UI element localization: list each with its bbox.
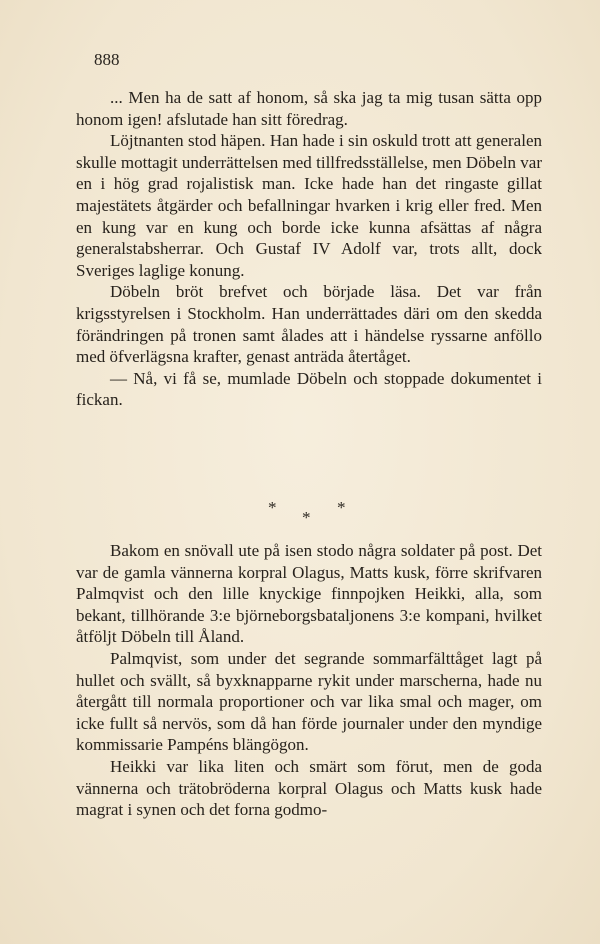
paragraph-4: — Nå, vi få se, mumlade Döbeln och stoppade dokumentet i fickan. [76,368,542,410]
paragraph-6: Palmqvist, som under det segrande sommarfälttåget lagt på hullet och svällt, så byxknapparne rykit under marscherna, hade nu återgått till normala proportioner och var lika smal och mager, om icke fullt så nervös, som då han förde journaler under den myndige kommissarie Pampéns blängögon. [76,648,542,755]
paragraph-3: Döbeln bröt brefvet och började läsa. Det var från krigsstyrelsen i Stockholm. Han underrättades däri om den skedda förändringen på tronen samt ålades att i händelse ryssarne anföllo med öfverlägsna krafter, genast anträda återtåget. [76,282,542,367]
section-2-text [76,540,542,821]
section-divider [0,494,600,528]
page-number: 888 [94,50,120,69]
paragraph-7: Heikki var lika liten och smärt som förut, men de goda vännerna och trätobröderna korpral Olagus och Matts kusk hade magrat i synen och det forna godmo- [76,756,542,820]
divider-asterisk: * [302,508,311,527]
paragraph-5: Bakom en snövall ute på isen stodo några soldater på post. Det var de gamla vännerna korpral Olagus, Matts kusk, förre skrifvaren Palmqvist och den lille knyckige finnpojken Heikki, alla, som bekant, tillhörande 3:e björneborgsbataljonens 3:e kompani, hvilket åtföljt Döbeln till Åland. [76,541,542,647]
paragraph-1: ... Men ha de satt af honom, så ska jag ta mig tusan sätta opp honom igen! afslutade han sitt föredrag. [76,88,542,129]
section-1-text [76,87,542,411]
divider-asterisk: * [268,498,277,517]
divider-asterisk: * [337,498,346,517]
paragraph-2: Löjtnanten stod häpen. Han hade i sin oskuld trott att generalen skulle mottagit underrättelsen med tillfredsställelse, men Döbeln var en i hög grad rojalistisk man. Icke hade han det ringaste gillat majestätets åtgärder och befallningar hvarken i krig eller fred. Men en kung var en kung och borde icke kunna afsättas af några generalstabsherrar. Och Gustaf IV Adolf var, trots allt, dock Sveriges laglige konung. [76,131,542,280]
